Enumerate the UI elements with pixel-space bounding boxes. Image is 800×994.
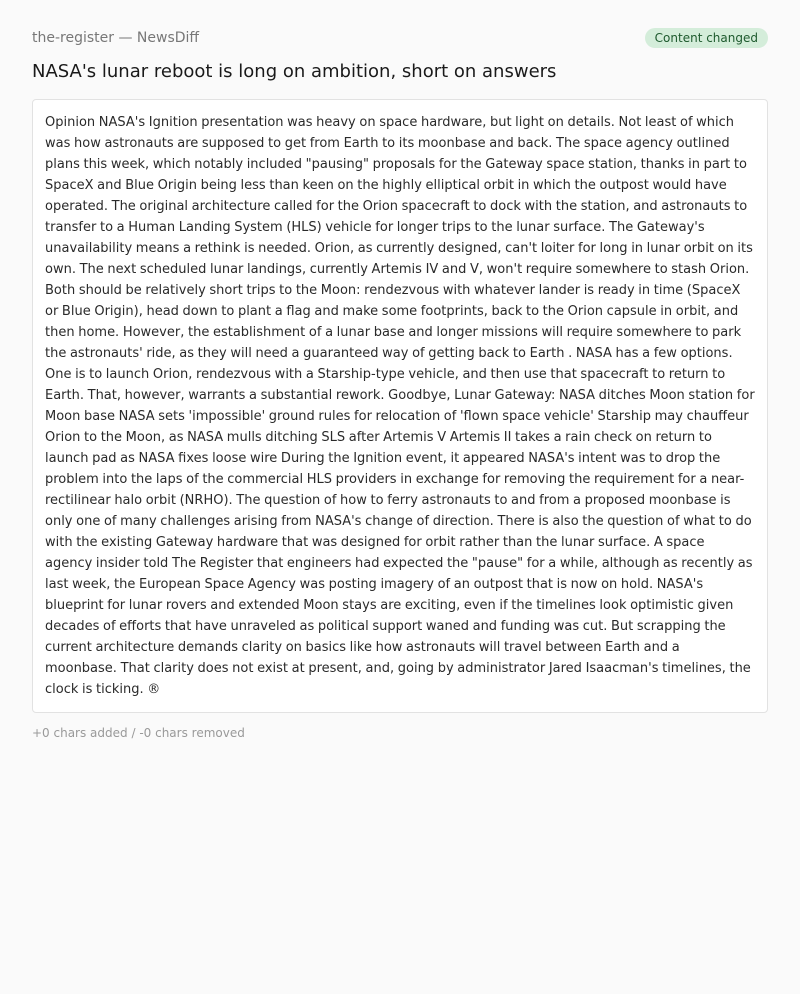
source-label: the-register — NewsDiff xyxy=(32,30,200,46)
diff-stats: +0 chars added / -0 chars removed xyxy=(32,726,245,740)
article-content-box xyxy=(32,99,768,713)
header xyxy=(32,0,768,82)
article-body: Opinion NASA's Ignition presentation was heavy on space hardware, but light on details. Not least of which was how astronauts are supposed to get from Earth to its moonbase and back. The space agency outlined plans this week, which notably included "pausing" proposals for the Gateway space station, thanks in part to SpaceX and Blue Origin being less than keen on the highly elliptical orbit in which the outpost would have operated. The original architecture called for the Orion spacecraft to dock with the station, and astronauts to transfer to a Human Landing System (HLS) vehicle for longer trips to the lunar surface. The Gateway's unavailability means a rethink is needed. Orion, as currently designed, can't loiter for long in lunar orbit on its own. The next scheduled lunar landings, currently Artemis IV and V, won't require somewhere to stash Orion. Both should be relatively short trips to the Moon: rendezvous with whatever lander is ready in time (SpaceX or Blue Origin), head down to plant a flag and make some footprints, back to the Orion capsule in orbit, and then home. However, the establishment of a lunar base and longer missions will require somewhere to park the astronauts' ride, as they will need a guaranteed way of getting back to Earth . NASA has a few options. One is to launch Orion, rendezvous with a Starship-type vehicle, and then use that spacecraft to return to Earth. That, however, warrants a substantial rework. Goodbye, Lunar Gateway: NASA ditches Moon station for Moon base NASA sets 'impossible' ground rules for relocation of 'flown space vehicle' Starship may chauffeur Orion to the Moon, as NASA mulls ditching SLS after Artemis V Artemis II takes a rain check on return to launch pad as NASA fixes loose wire During the Ignition event, it appeared NASA's intent was to drop the problem into the laps of the commercial HLS providers in exchange for removing the requirement for a near-rectilinear halo orbit (NRHO). The question of how to ferry astronauts to and from a proposed moonbase is only one of many challenges arising from NASA's change of direction. There is also the question of what to do with the existing Gateway hardware that was designed for orbit rather than the lunar surface. A space agency insider told The Register that engineers had expected the "pause" for a while, although as recently as last week, the European Space Agency was posting imagery of an outpost that is now on hold. NASA's blueprint for lunar rovers and extended Moon stays are exciting, even if the timelines look optimistic given decades of efforts that have unraveled as political support waned and funding was cut. But scrapping the current architecture demands clarity on basics like how astronauts will travel between Earth and a moonbase. That clarity does not exist at present, and, going by administrator Jared Isaacman's timelines, the clock is ticking. ® xyxy=(45,115,755,697)
page-title: NASA's lunar reboot is long on ambition, short on answers xyxy=(32,61,557,82)
status-badge: Content changed xyxy=(645,28,768,48)
